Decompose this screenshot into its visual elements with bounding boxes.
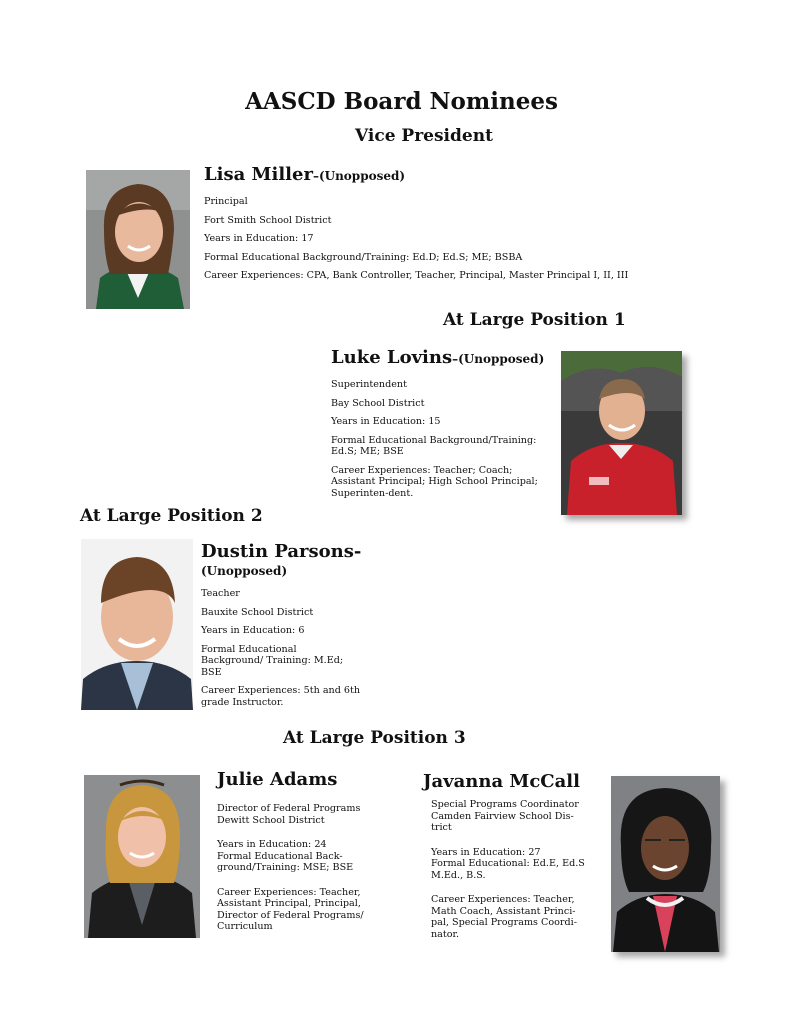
detail-line: Formal Educational Background/ Training: M.Ed; BSE xyxy=(201,643,344,678)
detail-line: Career Experiences: Teacher, Math Coach, Assistant Princi-pal, Special Programs Coordi-nator. xyxy=(431,894,577,940)
detail-line: Career Experiences: 5th and 6th grade Instructor. xyxy=(201,685,361,708)
detail-line: Formal Educational Back-ground/Training: MSE; BSE xyxy=(217,850,354,873)
detail-line: Special Programs Coordinator xyxy=(431,799,579,810)
detail-line: Career Experiences: Teacher; Coach; Assistant Principal; High School Principal; Superinten-dent. xyxy=(331,464,538,499)
detail-line: Years in Education: 15 xyxy=(331,416,441,427)
photo-luke-lovins xyxy=(561,351,682,515)
detail-line: Career Experiences: Teacher, Assistant Principal, Principal, Director of Federal Programs/ Curriculum xyxy=(217,886,364,932)
detail-line: Formal Educational Background/Training: Ed.S; ME; BSE xyxy=(331,434,537,457)
detail-line: Principal xyxy=(204,196,248,207)
section-heading-at-large-2: At Large Position 2 xyxy=(80,506,263,526)
detail-line: Years in Education: 27 xyxy=(431,846,541,858)
nominee-name-dustin-parsons: Dustin Parsons- xyxy=(201,541,362,562)
detail-line: Teacher xyxy=(201,588,240,599)
detail-line: Years in Education: 24 xyxy=(217,839,327,850)
detail-line: Bay School District xyxy=(331,397,425,409)
nominee-name-julie-adams: Julie Adams xyxy=(217,769,338,790)
detail-line: Years in Education: 6 xyxy=(201,625,305,636)
nominee-name-lisa-miller: Lisa Miller–(Unopposed) xyxy=(204,164,406,185)
nominee-name-javanna-mccall: Javanna McCall xyxy=(423,771,580,792)
detail-line: Superintendent xyxy=(331,379,407,390)
photo-julie-adams xyxy=(84,775,200,938)
detail-line: Camden Fairview School Dis-trict xyxy=(431,810,574,833)
nominee-details-javanna-mccall xyxy=(431,799,591,947)
section-heading-at-large-1: At Large Position 1 xyxy=(443,310,626,330)
detail-line: Career Experiences: CPA, Bank Controller, Teacher, Principal, Master Principal I, II, III xyxy=(204,270,629,281)
nominee-name-luke-lovins: Luke Lovins–(Unopposed) xyxy=(331,347,545,368)
photo-lisa-miller xyxy=(86,170,190,309)
section-heading-vice-president: Vice President xyxy=(355,126,493,146)
detail-line: Fort Smith School District xyxy=(204,214,332,226)
detail-line: Formal Educational Background/Training: Ed.D; Ed.S; ME; BSBA xyxy=(204,251,523,263)
detail-line: Bauxite School District xyxy=(201,606,314,618)
photo-javanna-mccall xyxy=(611,776,720,952)
photo-dustin-parsons xyxy=(81,539,193,710)
nominee-details-luke-lovins xyxy=(331,379,551,506)
nominee-status-dustin-parsons: (Unopposed) xyxy=(201,564,288,578)
detail-line: Formal Educational: Ed.E, Ed.S M.Ed., B.S. xyxy=(431,858,585,881)
section-heading-at-large-3: At Large Position 3 xyxy=(283,728,466,748)
detail-line: Dewitt School District xyxy=(217,814,325,826)
nominee-details-dustin-parsons xyxy=(201,588,361,715)
nominee-details-lisa-miller xyxy=(204,196,654,289)
detail-line: Director of Federal Programs xyxy=(217,803,361,814)
detail-line: Years in Education: 17 xyxy=(204,233,314,244)
page-title: AASCD Board Nominees xyxy=(245,88,558,115)
nominee-details-julie-adams xyxy=(217,803,372,940)
